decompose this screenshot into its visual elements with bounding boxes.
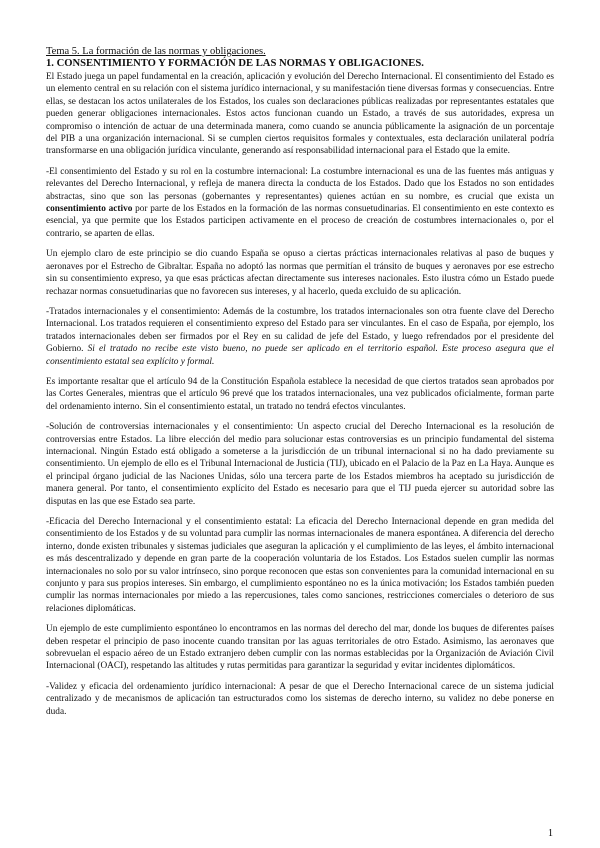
paragraph-7: -Eficacia del Derecho Internacional y el consentimiento estatal: La eficacia del Derecho Internacional depende en gran medida del consentimiento de los Estados y de su voluntad para cumplir las normas internacionales de manera espontánea. A diferencia del derecho interno, donde existen tribunales y sistemas judiciales que aseguran la aplicación y el cumplimiento de las leyes, el ámbito internacional es más descentralizado y depende en gran parte de la cooperación voluntaria de los Estados. Los Estados suelen cumplir las normas internacionales no solo por su valor intrínseco, sino porque reconocen que estas son convenientes para la comunidad internacional en su conjunto y para sus propios intereses. Sin embargo, el cumplimiento espontáneo no es la única motivación; los Estados también pueden cumplir las normas internacionales por miedo a las repercusiones, tales como sanciones, restricciones comerciales o deterioro de sus relaciones diplomáticas.: [46, 517, 554, 614]
topic-title: Tema 5. La formación de las normas y obligaciones.: [46, 46, 266, 57]
paragraph-5: Es importante resaltar que el artículo 94 de la Constitución Española establece la necesidad de que ciertos tratados sean aprobados por las Cortes Generales, mientras que el artículo 96 prevé que los tratados internacionales, una vez publicados oficialmente, forman parte del ordenamiento interno. Sin el consentimiento estatal, un tratado no tendrá efectos vinculantes.: [46, 376, 554, 412]
paragraph-4-text: -Tratados internacionales y el consentimiento: Además de la costumbre, los tratados internacionales son otra fuente clave del Derecho Internacional. Los tratados requieren el consentimiento expreso del Estado para ser vinculantes. En el caso de España, por ejemplo, los tratados internacionales deben ser firmados por el Rey en su calidad de jefe del Estado, y luego refrendados por el presidente del Gobierno.: [46, 306, 554, 355]
paragraph-2-bold: consentimiento activo: [46, 204, 133, 215]
paragraph-6: -Solución de controversias internacionales y el consentimiento: Un aspecto crucial del Derecho Internacional es la resolución de controversias entre Estados. La libre elección del medio para solucionar estas controversias es un principio fundamental del sistema internacional. Ningún Estado está obligado a someterse a la jurisdicción de un tribunal internacional si no ha dado previamente su consentimiento. Un ejemplo de ello es el Tribunal Internacional de Justicia (TIJ), ubicado en el Palacio de la Paz en La Haya. Aunque es el principal órgano judicial de las Naciones Unidas, sólo una tercera parte de los Estados miembros ha aceptado su jurisdicción de manera general. Por tanto, el consentimiento explícito del Estado es necesario para que el TIJ pueda ejercer su autoridad sobre las disputas en las que ese Estado sea parte.: [46, 422, 554, 507]
paragraph-1: El Estado juega un papel fundamental en la creación, aplicación y evolución del Derecho Internacional. El consentimiento del Estado es un elemento central en su relación con el sistema jurídico internacional, y su manifestación tiene diversas formas y consecuencias. Entre ellas, se destacan los actos unilaterales de los Estados, los cuales son declaraciones públicas realizadas por representantes estatales que pueden generar obligaciones internacionales. Estos actos funcionan cuando un Estado, a través de sus autoridades, expresa un compromiso o intención de actuar de una determinada manera, como cuando se anuncia públicamente la asignación de un porcentaje del PIB a una organización internacional. Si se cumplen ciertos requisitos formales y contextuales, esta declaración unilateral podría transformarse en una obligación jurídica vinculante, generando así responsabilidad internacional para el Estado que la emite.: [46, 72, 554, 157]
paragraph-4-italic: Si el tratado no recibe este visto bueno, no puede ser aplicado en el territorio español. Este proceso asegura que el consentimiento estatal sea explícito y formal.: [46, 344, 554, 367]
document-page: [46, 46, 554, 726]
page-number: 1: [548, 828, 553, 839]
section-heading: 1. CONSENTIMIENTO Y FORMACIÓN DE LAS NORMAS Y OBLIGACIONES.: [46, 58, 424, 69]
paragraph-2-text-a: -El consentimiento del Estado y su rol en la costumbre internacional: La costumbre internacional es una de las fuentes más antiguas y relevantes del Derecho Internacional, y refleja de manera directa la conducta de los Estados. Dado que los Estados no son entidades abstractas, sino que son las personas (gobernantes y representantes) quienes actúan en su nombre, es crucial que exista un: [46, 166, 554, 202]
paragraph-3: Un ejemplo claro de este principio se dio cuando España se opuso a ciertas prácticas internacionales relativas al paso de buques y aeronaves por el Estrecho de Gibraltar. España no adoptó las normas que permitían el tránsito de buques y aeronaves por ese estrecho sin su consentimiento expreso, ya que esas prácticas afectan directamente sus intereses nacionales. Esto ilustra cómo un Estado puede rechazar normas consuetudinarias que no favorecen sus intereses, y al hacerlo, queda excluido de su aplicación.: [46, 249, 554, 297]
paragraph-2-text-b: por parte de los Estados en la formación de las normas consuetudinarias. El consentimiento en este contexto es esencial, ya que permite que los Estados participen activamente en el proceso de creación de costumbres internacionales o, por el contrario, se aparten de ellas.: [46, 204, 554, 239]
paragraph-9: -Validez y eficacia del ordenamiento jurídico internacional: A pesar de que el Derecho Internacional carece de un sistema judicial centralizado y de mecanismos de aplicación tan estructurados como los sistemas de derecho interno, su validez no debe ponerse en duda.: [46, 681, 554, 717]
paragraph-8: Un ejemplo de este cumplimiento espontáneo lo encontramos en las normas del derecho del mar, donde los buques de diferentes países deben respetar el principio de paso inocente cuando transitan por las aguas territoriales de otro Estado. Asimismo, las aeronaves que sobrevuelan el espacio aéreo de un Estado extranjero deben cumplir con las normas establecidas por la Organización de Aviación Civil Internacional (OACI), respetando las altitudes y rutas permitidas para garantizar la seguridad y evitar incidentes diplomáticos.: [46, 624, 554, 672]
paragraph-2: [46, 166, 554, 240]
paragraph-4: [46, 306, 554, 368]
